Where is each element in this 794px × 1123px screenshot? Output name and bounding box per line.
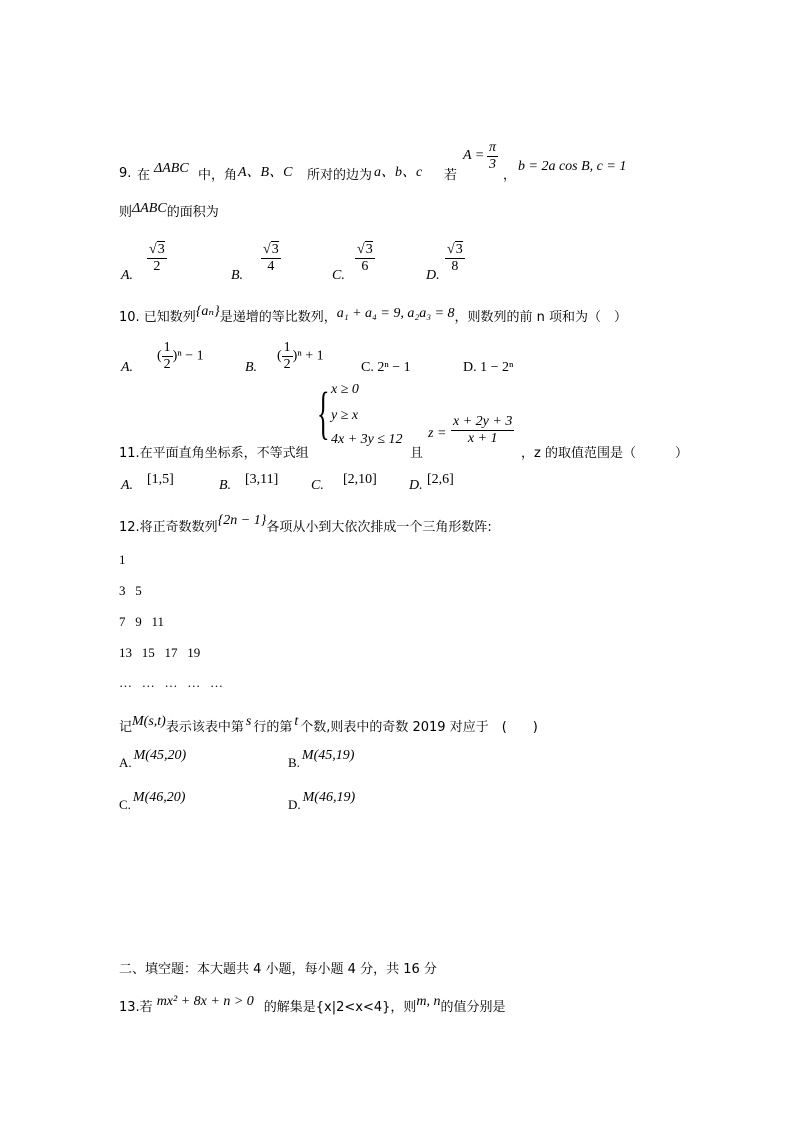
q9-comma: ， — [503, 168, 517, 183]
option-d: D. 1 − 2ⁿ — [463, 360, 514, 375]
q9-number: 9. — [119, 166, 132, 181]
q11-block: 11.在平面直角坐标系，不等式组 { x ≥ 0 y ≥ x 4x + 3y ≤ 12 且 z = x + 2y + 3 x + 1 ，z 的取值范围是（ ） — [119, 380, 688, 461]
option-label: B. — [219, 478, 232, 493]
option-value: ( $\frac{1}{2}$ )ⁿ + 1 — [277, 340, 324, 372]
q12-option-b: B. M(45,19) — [288, 748, 355, 770]
section-heading: 二、填空题：本大题共 4 小题，每小题 4 分，共 16 分 — [119, 962, 437, 977]
q9-text: 所对的边为 — [307, 168, 373, 183]
option-value: [2,6] — [427, 472, 454, 487]
q12-line1: 12.将正奇数数列{2n − 1}各项从小到大依次排成一个三角形数阵: — [119, 513, 492, 535]
q9-sides: a、b、c — [374, 165, 423, 180]
option-label: B. — [231, 268, 244, 283]
z-expression: z = — [428, 426, 447, 441]
option-label: A. — [121, 360, 134, 375]
q11-options — [121, 470, 521, 496]
option-label: C. — [311, 478, 324, 493]
inequality: y ≥ x — [331, 408, 359, 423]
option-value: [2,10] — [343, 472, 377, 487]
option-label: D. — [409, 478, 423, 493]
option-value: ( $\frac{1}{2}$ )ⁿ − 1 — [157, 340, 204, 372]
q9-condition: b = 2a cos B, c = 1 — [518, 159, 627, 174]
option-value: √3 2 — [149, 242, 165, 274]
option-label: B. — [245, 360, 258, 375]
q9-text: 中，角 — [198, 168, 238, 183]
q10-options — [121, 340, 541, 380]
q12-option-c: C. M(46,20) — [119, 790, 186, 812]
q13-expression: mx² + 8x + n > 0 — [156, 994, 254, 1009]
triangle-row: 1 — [119, 552, 126, 567]
q9-options — [121, 242, 521, 286]
triangle-row: 13 15 17 19 — [119, 645, 201, 660]
q9-cond-a: A = — [463, 148, 485, 163]
triangle-row: … … … … … — [119, 675, 223, 690]
q9-text: 若 — [444, 168, 458, 183]
option-value: √3 6 — [357, 242, 373, 274]
q10-sequence: {aₙ} — [195, 304, 220, 319]
option-label: A. — [121, 478, 134, 493]
q9-fraction: π 3 — [489, 140, 497, 172]
option-c: C. 2ⁿ − 1 — [361, 360, 411, 375]
inequality: 4x + 3y ≤ 12 — [331, 432, 403, 447]
q12-sequence: {2n − 1} — [217, 513, 267, 528]
q9-text: 在 — [137, 168, 151, 183]
q12-question: 记M(s,t)表示该表中第 s 行的第 t 个数,则表中的奇数 2019 对应于 ( ) — [119, 714, 538, 735]
q9-line2: 则ΔABC的面积为 — [119, 201, 219, 220]
q10-condition: a₁ + a₄ = 9, a₂a₃ = 8 — [336, 306, 455, 321]
q9-angles: A、B、C — [238, 165, 293, 180]
z-fraction: x + 2y + 3 x + 1 — [453, 414, 513, 446]
q10-line1: 10. 已知数列{aₙ}是递增的等比数列，a₁ + a₄ = 9, a₂a₃ = 8，则数列的前 n 项和为（ ） — [119, 304, 628, 325]
option-value: [1,5] — [147, 472, 174, 487]
option-value: [3,11] — [245, 472, 279, 487]
option-label: D. — [426, 268, 440, 283]
triangle-row: 3 5 — [119, 583, 142, 598]
inequality: x ≥ 0 — [331, 382, 359, 397]
option-value: √3 4 — [263, 242, 279, 274]
q12-option-a: A. M(45,20) — [119, 748, 187, 770]
triangle-row: 7 9 11 — [119, 614, 165, 629]
q13-line: 13.若 mx² + 8x + n > 0 的解集是{x|2<x<4}，则m, n的值分别是 — [119, 994, 506, 1015]
option-value: √3 8 — [447, 242, 463, 274]
q9-triangle: ΔABC — [132, 201, 167, 216]
q12-option-d: D. M(46,19) — [288, 790, 356, 812]
option-label: A. — [121, 268, 134, 283]
q9-triangle: ΔABC — [154, 161, 189, 176]
left-brace: { — [317, 380, 330, 445]
option-label: C. — [332, 268, 345, 283]
